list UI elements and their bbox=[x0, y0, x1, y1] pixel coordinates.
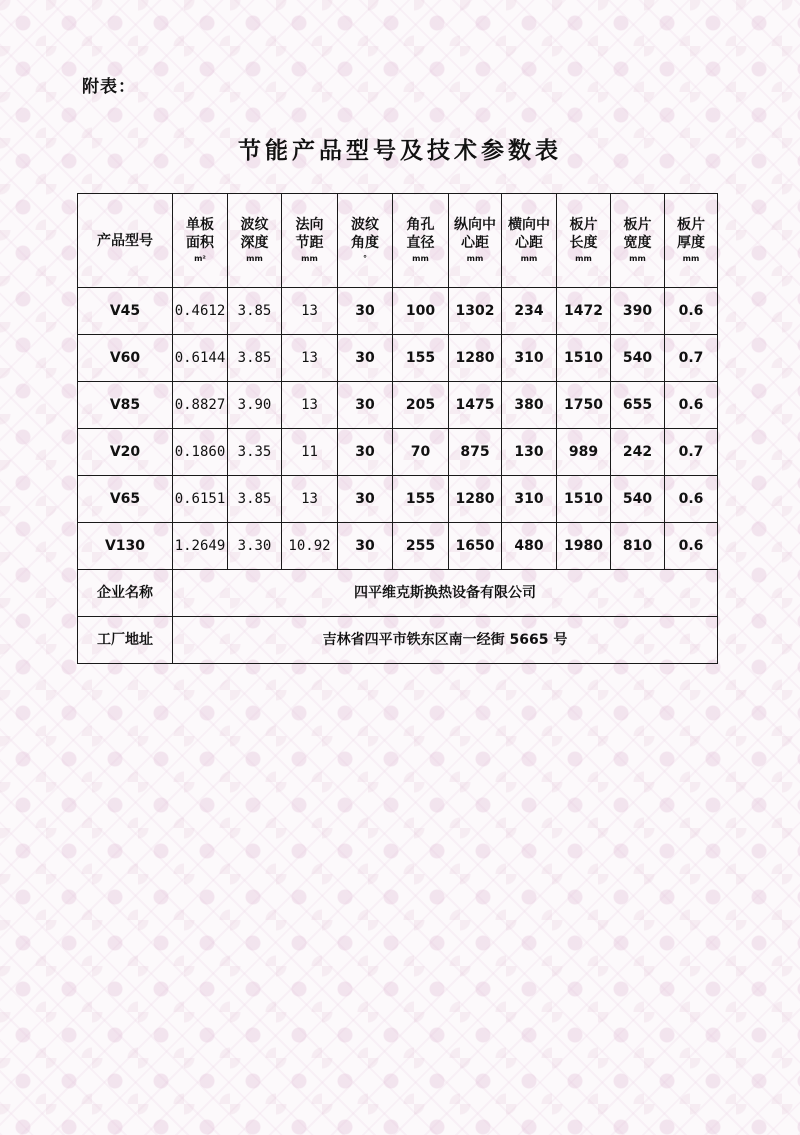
table-cell: 1302 bbox=[449, 288, 502, 335]
table-cell: 1472 bbox=[557, 288, 611, 335]
table-cell: 0.1860 bbox=[173, 429, 228, 476]
table-cell: 1980 bbox=[557, 523, 611, 570]
table-row bbox=[78, 288, 718, 335]
table-cell: 30 bbox=[338, 476, 393, 523]
table-cell: 0.6144 bbox=[173, 335, 228, 382]
table-cell: 234 bbox=[502, 288, 557, 335]
address-value: 吉林省四平市铁东区南一经街 5665 号 bbox=[173, 617, 718, 664]
page-title: 节能产品型号及技术参数表 bbox=[238, 138, 562, 164]
table-cell: 540 bbox=[611, 476, 665, 523]
table-cell: 0.7 bbox=[665, 429, 718, 476]
table-cell: 989 bbox=[557, 429, 611, 476]
table-cell: 30 bbox=[338, 429, 393, 476]
table-cell: 30 bbox=[338, 523, 393, 570]
header-unit: mm bbox=[682, 253, 700, 263]
table-row bbox=[78, 335, 718, 382]
table-cell: 10.92 bbox=[282, 523, 338, 570]
address-label: 工厂地址 bbox=[78, 617, 173, 664]
header-text: 角度 bbox=[351, 234, 379, 251]
table-cell: 30 bbox=[338, 288, 393, 335]
header-cell bbox=[78, 194, 173, 288]
table-cell: 0.6 bbox=[665, 476, 718, 523]
company-row bbox=[78, 570, 718, 617]
table-cell: 30 bbox=[338, 382, 393, 429]
model-cell: V60 bbox=[78, 335, 173, 382]
table-cell: 1280 bbox=[449, 335, 502, 382]
table-cell: 0.6 bbox=[665, 382, 718, 429]
company-label: 企业名称 bbox=[78, 570, 173, 617]
table-cell: 13 bbox=[282, 382, 338, 429]
table-cell: 155 bbox=[393, 335, 449, 382]
header-text: 板片 bbox=[677, 216, 705, 233]
table-cell: 205 bbox=[393, 382, 449, 429]
table-cell: 13 bbox=[282, 288, 338, 335]
table-cell: 0.6 bbox=[665, 523, 718, 570]
header-text: 厚度 bbox=[677, 234, 705, 251]
header-text: 心距 bbox=[461, 234, 489, 251]
table-row bbox=[78, 523, 718, 570]
table-cell: 810 bbox=[611, 523, 665, 570]
header-text: 长度 bbox=[569, 234, 598, 251]
header-cell bbox=[393, 194, 449, 288]
header-text: 产品型号 bbox=[97, 232, 153, 249]
header-cell bbox=[282, 194, 338, 288]
table-cell: 70 bbox=[393, 429, 449, 476]
header-cell bbox=[338, 194, 393, 288]
table-cell: 0.7 bbox=[665, 335, 718, 382]
header-text: 法向 bbox=[295, 216, 324, 233]
table-cell: 1510 bbox=[557, 335, 611, 382]
table-cell: 3.90 bbox=[228, 382, 282, 429]
table-cell: 30 bbox=[338, 335, 393, 382]
header-unit: mm bbox=[575, 253, 592, 263]
table-cell: 1510 bbox=[557, 476, 611, 523]
header-unit: mm bbox=[629, 253, 646, 263]
table-cell: 3.85 bbox=[228, 335, 282, 382]
header-text: 板片 bbox=[569, 216, 598, 233]
model-cell: V65 bbox=[78, 476, 173, 523]
appendix-label: 附表： bbox=[82, 77, 136, 97]
table-cell: 3.85 bbox=[228, 476, 282, 523]
header-unit: mm bbox=[466, 253, 484, 263]
header-text: 波纹 bbox=[351, 216, 379, 233]
company-value: 四平维克斯换热设备有限公司 bbox=[173, 570, 718, 617]
header-text: 宽度 bbox=[623, 234, 652, 251]
table-row bbox=[78, 429, 718, 476]
header-cell bbox=[449, 194, 502, 288]
table-cell: 1750 bbox=[557, 382, 611, 429]
table-cell: 540 bbox=[611, 335, 665, 382]
header-text: 节距 bbox=[295, 234, 324, 251]
table-cell: 1475 bbox=[449, 382, 502, 429]
address-row bbox=[78, 617, 718, 664]
table-cell: 0.6151 bbox=[173, 476, 228, 523]
table-cell: 875 bbox=[449, 429, 502, 476]
table-cell: 3.35 bbox=[228, 429, 282, 476]
table-cell: 310 bbox=[502, 335, 557, 382]
model-cell: V85 bbox=[78, 382, 173, 429]
header-cell bbox=[173, 194, 228, 288]
table-cell: 13 bbox=[282, 476, 338, 523]
table-row bbox=[78, 476, 718, 523]
model-cell: V20 bbox=[78, 429, 173, 476]
table-cell: 242 bbox=[611, 429, 665, 476]
model-cell: V45 bbox=[78, 288, 173, 335]
table-cell: 13 bbox=[282, 335, 338, 382]
table-cell: 0.6 bbox=[665, 288, 718, 335]
header-text: 心距 bbox=[515, 234, 543, 251]
table-cell: 480 bbox=[502, 523, 557, 570]
table-cell: 11 bbox=[282, 429, 338, 476]
table-cell: 0.4612 bbox=[173, 288, 228, 335]
header-unit: mm bbox=[246, 253, 263, 263]
header-text: 波纹 bbox=[240, 216, 269, 233]
header-text: 直径 bbox=[406, 234, 435, 251]
table-cell: 3.85 bbox=[228, 288, 282, 335]
header-text: 横向中 bbox=[508, 216, 550, 233]
table-cell: 655 bbox=[611, 382, 665, 429]
table-cell: 255 bbox=[393, 523, 449, 570]
table-cell: 1650 bbox=[449, 523, 502, 570]
header-unit: mm bbox=[301, 253, 318, 263]
table-cell: 1.2649 bbox=[173, 523, 228, 570]
header-text: 单板 bbox=[186, 216, 214, 233]
table-cell: 1280 bbox=[449, 476, 502, 523]
table-cell: 100 bbox=[393, 288, 449, 335]
header-text: 深度 bbox=[240, 234, 269, 251]
table-cell: 0.8827 bbox=[173, 382, 228, 429]
table-cell: 310 bbox=[502, 476, 557, 523]
table-cell: 155 bbox=[393, 476, 449, 523]
table-cell: 390 bbox=[611, 288, 665, 335]
table-cell: 3.30 bbox=[228, 523, 282, 570]
header-unit: ° bbox=[363, 253, 367, 263]
table-cell: 380 bbox=[502, 382, 557, 429]
header-cell bbox=[228, 194, 282, 288]
header-cell bbox=[557, 194, 611, 288]
header-cell bbox=[611, 194, 665, 288]
header-text: 面积 bbox=[186, 234, 214, 251]
header-unit: m² bbox=[194, 253, 206, 263]
header-unit: mm bbox=[412, 253, 429, 263]
spec-table bbox=[77, 193, 718, 664]
header-cell bbox=[665, 194, 718, 288]
header-text: 纵向中 bbox=[454, 216, 496, 233]
header-cell bbox=[502, 194, 557, 288]
header-unit: mm bbox=[520, 253, 538, 263]
model-cell: V130 bbox=[78, 523, 173, 570]
header-text: 板片 bbox=[623, 216, 652, 233]
table-row bbox=[78, 382, 718, 429]
table-cell: 130 bbox=[502, 429, 557, 476]
header-text: 角孔 bbox=[406, 216, 435, 233]
table-header-row bbox=[78, 194, 718, 288]
